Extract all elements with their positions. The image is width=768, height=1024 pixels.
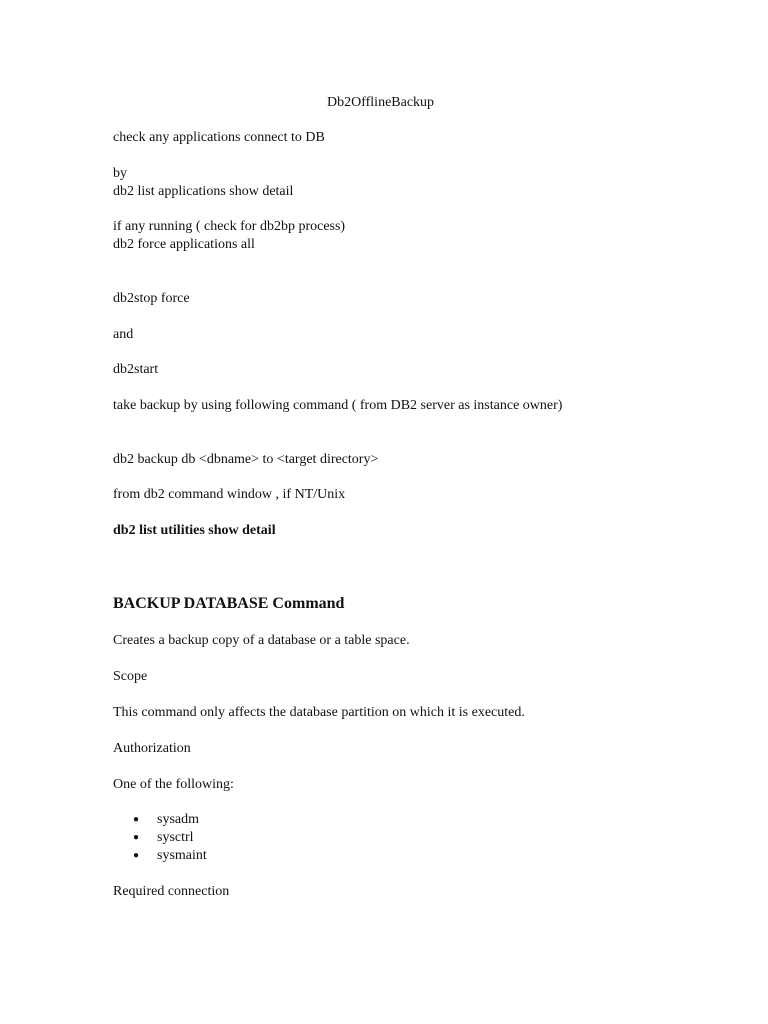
list-item: sysmaint: [157, 848, 207, 863]
list-item: sysadm: [157, 812, 199, 827]
authorization-label: Authorization: [113, 741, 191, 756]
scope-text: This command only affects the database partition on which it is executed.: [113, 705, 525, 720]
authorization-intro: One of the following:: [113, 777, 234, 792]
bullet-icon: ●: [133, 850, 140, 861]
text-line: take backup by using following command ( from DB2 server as instance owner): [113, 398, 563, 413]
text-line: db2 force applications all: [113, 237, 255, 252]
bullet-icon: ●: [133, 832, 140, 843]
text-line: and: [113, 327, 134, 342]
scope-label: Scope: [113, 669, 148, 684]
document-title: Db2OfflineBackup: [327, 95, 435, 110]
text-line: by: [113, 166, 127, 181]
text-line: db2 backup db <dbname> to <target directory>: [113, 452, 379, 467]
required-connection-label: Required connection: [113, 884, 230, 899]
text-line: db2start: [113, 362, 159, 377]
text-line: from db2 command window , if NT/Unix: [113, 487, 346, 502]
section-description: Creates a backup copy of a database or a table space.: [113, 633, 410, 648]
text-line: check any applications connect to DB: [113, 130, 325, 145]
section-heading: BACKUP DATABASE Command: [113, 595, 345, 612]
list-item: sysctrl: [157, 830, 194, 845]
text-line: if any running ( check for db2bp process): [113, 219, 346, 234]
text-line: db2 list applications show detail: [113, 184, 294, 199]
bold-command-line: db2 list utilities show detail: [113, 523, 276, 538]
text-line: db2stop force: [113, 291, 190, 306]
bullet-icon: ●: [133, 814, 140, 825]
